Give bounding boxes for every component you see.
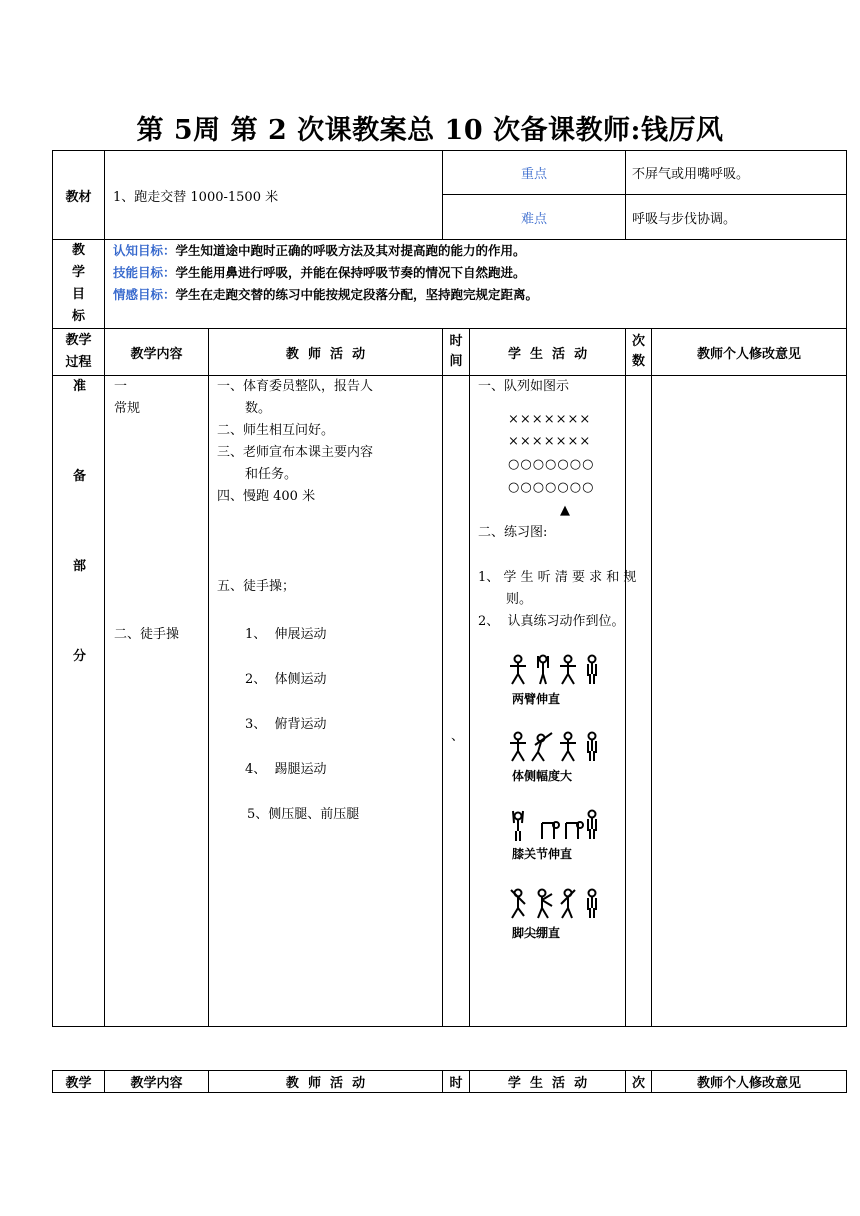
header-count-line: 次 — [632, 334, 646, 349]
header-time-line: 间 — [449, 354, 463, 369]
teacher-activity-line: 一、体育委员整队，报告人 — [217, 379, 374, 394]
material-label: 教材 — [53, 151, 105, 240]
exercise-figure-knee — [508, 809, 608, 861]
stick-figures-icon — [508, 731, 608, 765]
stick-figures-icon — [508, 654, 608, 688]
goals-label-char: 教 — [71, 243, 85, 258]
stick-figures-icon — [508, 888, 608, 922]
figure-caption: 脚尖绷直 — [512, 926, 561, 940]
goal-tag: 情感目标： — [113, 287, 176, 302]
student-activity-line: 则。 — [506, 592, 533, 607]
prep-count — [626, 376, 652, 1027]
prep-label-char: 准 — [73, 379, 87, 394]
exercise-figure-arms — [508, 654, 608, 706]
teacher-activity-line: 数。 — [245, 401, 272, 416]
prep-content — [105, 376, 209, 1027]
teacher-activity-line: 三、老师宣布本课主要内容 — [217, 445, 374, 460]
prep-time — [443, 376, 470, 1027]
header-process — [53, 329, 105, 376]
exercise-figure-toes — [508, 888, 608, 940]
teacher-activity-line: 4、 踢腿运动 — [245, 762, 327, 777]
goals-label-char: 学 — [71, 265, 85, 280]
prep-label-char: 分 — [73, 649, 87, 664]
page-title: 第 5周 第 2 次课教案总 10 次备课教师:钱厉风 — [136, 115, 724, 146]
difficulty-label: 难点 — [443, 195, 626, 240]
lesson-plan-table — [52, 150, 847, 1027]
header-student: 学 生 活 动 — [470, 329, 626, 376]
student-activity-line: 一、队列如图示 — [478, 379, 570, 394]
goal-affective — [113, 284, 846, 306]
figure-caption: 两臂伸直 — [512, 692, 561, 706]
header-time-line: 时 — [449, 334, 463, 349]
header-count — [626, 329, 652, 376]
prep-label-char: 部 — [73, 559, 87, 574]
prep-label — [53, 376, 105, 1027]
header2-opinion: 教师个人修改意见 — [652, 1071, 847, 1093]
header-process-line: 过程 — [65, 355, 92, 370]
goal-cognitive — [113, 240, 846, 262]
key-point-label: 重点 — [443, 151, 626, 195]
time-mark: 、 — [451, 729, 465, 744]
header2-teacher: 教 师 活 动 — [209, 1071, 443, 1093]
prep-label-char: 备 — [73, 469, 87, 484]
content-item: 二、徒手操 — [114, 627, 180, 642]
teacher-activity-line: 和任务。 — [245, 467, 298, 482]
key-point-text: 不屏气或用嘴呼吸。 — [626, 151, 847, 195]
prep-opinion — [652, 376, 847, 1027]
goals-label — [53, 240, 105, 329]
goal-skill — [113, 262, 846, 284]
header2-count: 次 — [626, 1071, 652, 1093]
prep-teacher — [209, 376, 443, 1027]
figure-caption: 膝关节伸直 — [512, 847, 573, 861]
prep-student — [470, 376, 637, 1027]
material-content: 1、跑走交替 1000-1500 米 — [105, 151, 443, 240]
goal-tag: 技能目标： — [113, 265, 176, 280]
exercise-figure-side — [508, 731, 608, 783]
header-opinion: 教师个人修改意见 — [652, 329, 847, 376]
goals-label-char: 目 — [71, 287, 85, 302]
header-time — [443, 329, 470, 376]
goals-label-char: 标 — [71, 309, 85, 324]
header2-content: 教学内容 — [105, 1071, 209, 1093]
goal-text: 学生在走跑交替的练习中能按规定段落分配，坚持跑完规定距离。 — [175, 287, 539, 302]
goal-text: 学生能用鼻进行呼吸，并能在保持呼吸节奏的情况下自然跑进。 — [175, 265, 526, 280]
header2-time: 时 — [443, 1071, 470, 1093]
student-activity-line: 2、 认真练习动作到位。 — [478, 614, 625, 629]
teacher-activity-line: 二、师生相互问好。 — [217, 423, 335, 438]
teacher-activity-line: 2、 体侧运动 — [245, 672, 327, 687]
goal-tag: 认知目标： — [113, 243, 176, 258]
header-teacher: 教 师 活 动 — [209, 329, 443, 376]
teacher-activity-line: 3、 俯背运动 — [245, 717, 327, 732]
formation-row: ○○○○○○○ — [508, 480, 595, 495]
formation-row: ○○○○○○○ — [508, 457, 595, 472]
difficulty-text: 呼吸与步伐协调。 — [626, 195, 847, 240]
header2-student: 学 生 活 动 — [470, 1071, 626, 1093]
figure-caption: 体侧幅度大 — [512, 769, 573, 783]
content-item: 一 — [114, 379, 128, 394]
goals-content — [105, 240, 847, 329]
header-count-line: 数 — [632, 354, 646, 369]
teacher-activity-line: 5、侧压腿、前压腿 — [247, 807, 360, 822]
lesson-plan-table-continued — [52, 1070, 847, 1093]
student-activity-line: 1、 学 生 听 清 要 求 和 规 — [478, 570, 637, 585]
goal-text: 学生知道途中跑时正确的呼吸方法及其对提高跑的能力的作用。 — [175, 243, 526, 258]
teacher-activity-line: 五、徒手操； — [217, 579, 296, 594]
header2-process: 教学 — [53, 1071, 105, 1093]
teacher-activity-line: 1、 伸展运动 — [245, 627, 327, 642]
content-item: 常规 — [114, 401, 141, 416]
teacher-marker: ▲ — [560, 503, 571, 518]
formation-row: ××××××× — [508, 434, 592, 449]
student-activity-line: 二、练习图: — [478, 525, 548, 540]
header-process-line: 教学 — [65, 333, 92, 348]
stick-figures-icon — [508, 809, 608, 843]
formation-row: ××××××× — [508, 412, 592, 427]
teacher-activity-line: 四、慢跑 400 米 — [217, 489, 316, 504]
header-content: 教学内容 — [105, 329, 209, 376]
